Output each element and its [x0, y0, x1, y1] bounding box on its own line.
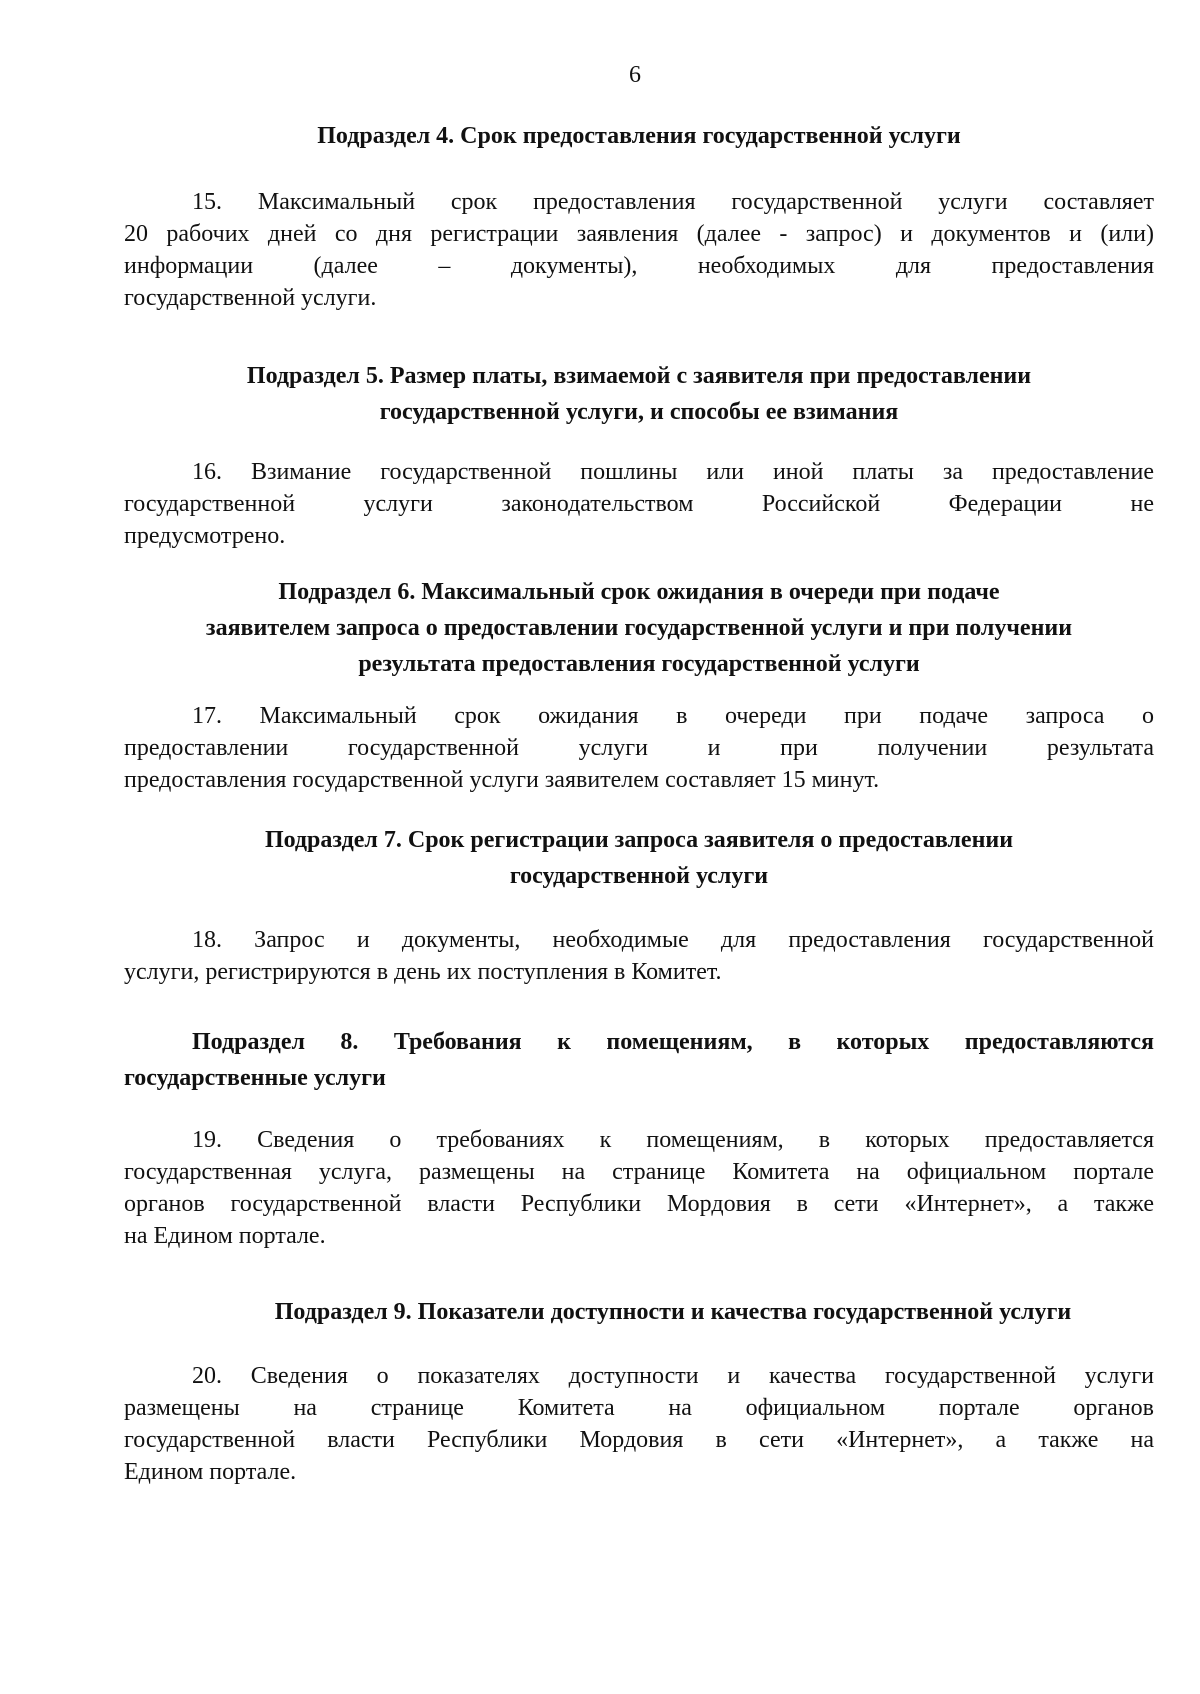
- paragraph-line: 17. Максимальный срок ожидания в очереди при подаче запроса о: [192, 703, 1154, 729]
- heading-line: Подраздел 7. Срок регистрации запроса заявителя о предоставлении: [264, 827, 1014, 853]
- paragraph-line: государственной власти Республики Мордовия в сети «Интернет», а также на: [124, 1427, 1154, 1453]
- paragraph-line: на Едином портале.: [124, 1223, 326, 1249]
- paragraph-line: 19. Сведения о требованиях к помещениям, в которых предоставляется: [192, 1127, 1154, 1153]
- paragraph-line: государственная услуга, размещены на странице Комитета на официальном портале: [124, 1159, 1154, 1185]
- paragraph-line: услуги, регистрируются в день их поступления в Комитет.: [124, 959, 722, 985]
- paragraph-line: государственной услуги.: [124, 285, 377, 311]
- section-4-heading: [124, 118, 1154, 154]
- heading-line: Подраздел 4. Срок предоставления государственной услуги: [317, 123, 961, 149]
- heading-line: Подраздел 9. Показатели доступности и качества государственной услуги: [274, 1299, 1072, 1325]
- section-5-heading: [124, 358, 1154, 430]
- paragraph-line: органов государственной власти Республики Мордовия в сети «Интернет», а также: [124, 1191, 1154, 1217]
- paragraph-line: предусмотрено.: [124, 523, 286, 549]
- paragraph-18: [124, 924, 1154, 988]
- paragraph-15: [124, 186, 1154, 314]
- paragraph-line: 16. Взимание государственной пошлины или иной платы за предоставление: [192, 459, 1154, 485]
- section-9-heading: [124, 1294, 1154, 1330]
- paragraph-line: размещены на странице Комитета на официальном портале органов: [124, 1395, 1154, 1421]
- heading-line: Подраздел 8. Требования к помещениям, в которых предоставляются: [192, 1029, 1154, 1055]
- paragraph-16: [124, 456, 1154, 552]
- heading-line: государственные услуги: [124, 1065, 386, 1091]
- section-6-heading: [124, 574, 1154, 682]
- heading-line: государственной услуги: [509, 863, 769, 889]
- section-7-heading: [124, 822, 1154, 894]
- paragraph-line: предоставлении государственной услуги и при получении результата: [124, 735, 1154, 761]
- paragraph-line: информации (далее – документы), необходимых для предоставления: [124, 253, 1154, 279]
- heading-line: заявителем запроса о предоставлении государственной услуги и при получении: [205, 615, 1073, 641]
- heading-line: Подраздел 5. Размер платы, взимаемой с заявителя при предоставлении: [246, 363, 1032, 389]
- paragraph-20: [124, 1360, 1154, 1488]
- heading-line: государственной услуги, и способы ее взимания: [379, 399, 899, 425]
- heading-line: Подраздел 6. Максимальный срок ожидания в очереди при подаче: [278, 579, 1000, 605]
- paragraph-line: 20. Сведения о показателях доступности и качества государственной услуги: [192, 1363, 1154, 1389]
- heading-line: результата предоставления государственной услуги: [358, 651, 920, 677]
- paragraph-line: 15. Максимальный срок предоставления государственной услуги составляет: [192, 189, 1154, 215]
- paragraph-line: государственной услуги законодательством Российской Федерации не: [124, 491, 1154, 517]
- paragraph-line: Едином портале.: [124, 1459, 297, 1485]
- paragraph-line: предоставления государственной услуги заявителем составляет 15 минут.: [124, 767, 880, 793]
- paragraph-line: 20 рабочих дней со дня регистрации заявления (далее - запрос) и документов и (или): [124, 221, 1154, 247]
- paragraph-17: [124, 700, 1154, 796]
- paragraph-19: [124, 1124, 1154, 1252]
- page-number: 6: [629, 62, 641, 88]
- paragraph-line: 18. Запрос и документы, необходимые для предоставления государственной: [192, 927, 1154, 953]
- section-8-heading: [124, 1024, 1154, 1096]
